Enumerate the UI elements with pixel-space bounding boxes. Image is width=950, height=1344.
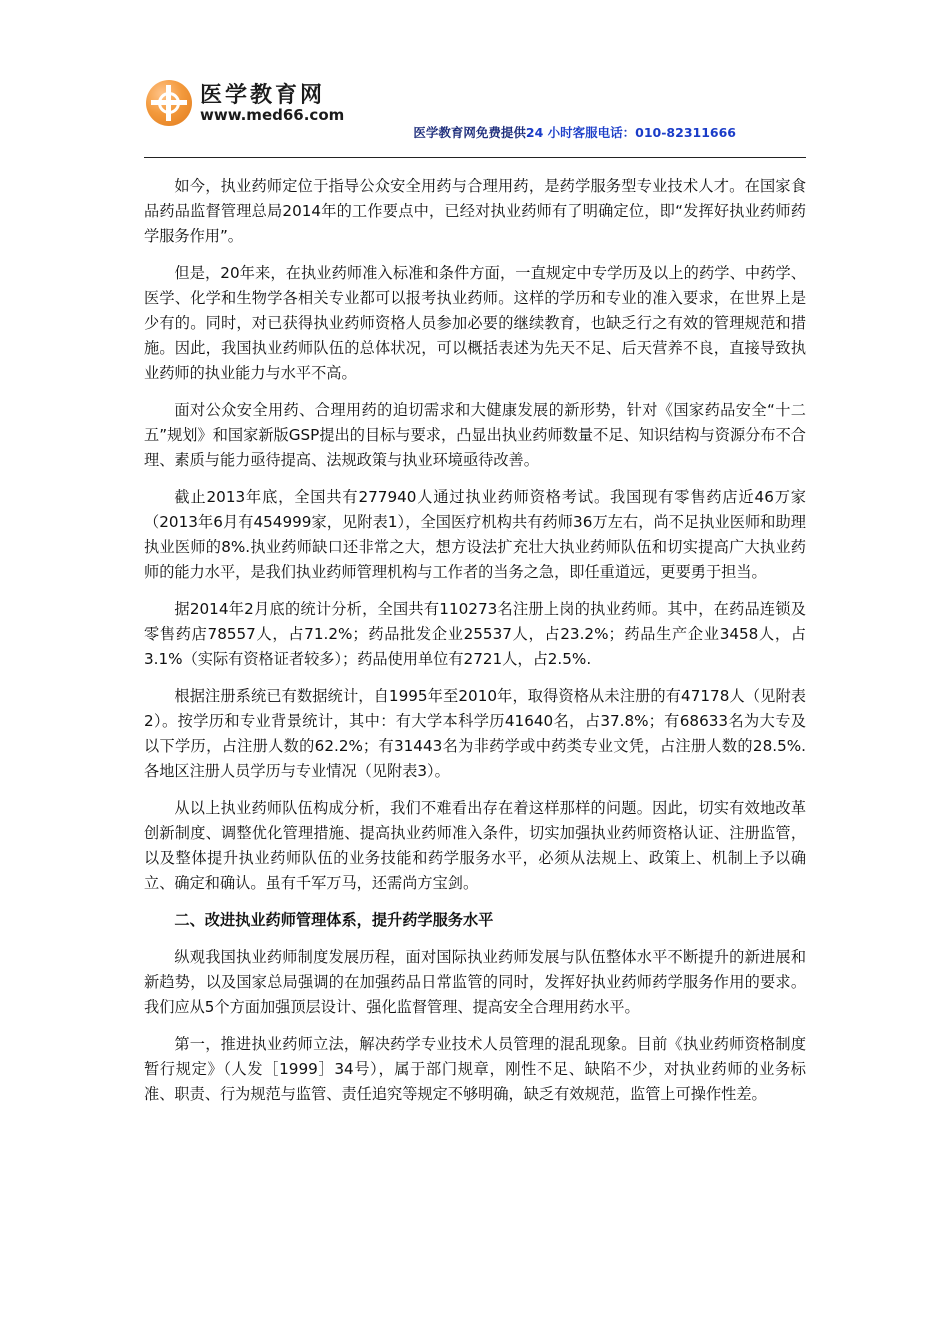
logo-site-name: 医学教育网 <box>200 83 326 108</box>
paragraph: 第一，推进执业药师立法，解决药学专业技术人员管理的混乱现象。目前《执业药师资格制度暂行规定》（人发［1999］34号），属于部门规章，刚性不足、缺陷不少，对执业药师的业务标准、职责、行为规范与监管、责任追究等规定不够明确，缺乏有效规范，监管上可操作性差。 <box>144 1035 806 1103</box>
contact-line <box>413 123 736 141</box>
paragraph: 根据注册系统已有数据统计，自1995年至2010年，取得资格从未注册的有47178人（见附表2）。按学历和专业背景统计，其中：有大学本科学历41640名，占37.8%；有68633名为大专及以下学历，占注册人数的62.2%；有31443名为非药学或中药类专业文凭，占注册人数的28.5%.各地区注册人员学历与专业情况（见附表3）。 <box>144 687 806 780</box>
section-heading: 二、改进执业药师管理体系，提升药学服务水平 <box>174 911 494 929</box>
contact-hotline: 24 小时客服电话：010-82311666 <box>525 125 736 140</box>
logo-site-url: www.med66.com <box>200 106 345 124</box>
paragraph: 纵观我国执业药师制度发展历程，面对国际执业药师发展与队伍整体水平不断提升的新进展和新趋势，以及国家总局强调的在加强药品日常监管的同时，发挥好执业药师药学服务作用的要求。我们应从5个方面加强顶层设计、强化监督管理、提高安全合理用药水平。 <box>144 948 806 1016</box>
page-header <box>0 0 950 160</box>
paragraph: 面对公众安全用药、合理用药的迫切需求和大健康发展的新形势，针对《国家药品安全“十二五”规划》和国家新版GSP提出的目标与要求，凸显出执业药师数量不足、知识结构与资源分布不合理、素质与能力亟待提高、法规政策与执业环境亟待改善。 <box>144 401 806 469</box>
contact-prefix: 医学教育网免费提供 <box>413 125 526 140</box>
article-body <box>144 174 806 1119</box>
paragraph: 截止2013年底，全国共有277940人通过执业药师资格考试。我国现有零售药店近46万家（2013年6月有454999家，见附表1），全国医疗机构共有药师36万左右，尚不足执业医师和助理执业医师的8%.执业药师缺口还非常之大，想方设法扩充壮大执业药师队伍和切实提高广大执业药师的能力水平，是我们执业药师管理机构与工作者的当务之急，即任重道远，更要勇于担当。 <box>144 488 806 581</box>
paragraph: 但是，20年来，在执业药师准入标准和条件方面，一直规定中专学历及以上的药学、中药学、医学、化学和生物学各相关专业都可以报考执业药师。这样的学历和专业的准入要求，在世界上是少有的。同时，对已获得执业药师资格人员参加必要的继续教育，也缺乏行之有效的管理规范和措施。因此，我国执业药师队伍的总体状况，可以概括表述为先天不足、后天营养不良，直接导致执业药师的执业能力与水平不高。 <box>144 264 806 382</box>
paragraph: 从以上执业药师队伍构成分析，我们不难看出存在着这样那样的问题。因此，切实有效地改革创新制度、调整优化管理措施、提高执业药师准入条件，切实加强执业药师资格认证、注册监管，以及整体提升执业药师队伍的业务技能和药学服务水平，必须从法规上、政策上、机制上予以确立、确定和确认。虽有千军万马，还需尚方宝剑。 <box>144 799 806 892</box>
paragraph: 据2014年2月底的统计分析，全国共有110273名注册上岗的执业药师。其中，在药品连锁及零售药店78557人，占71.2%；药品批发企业25537人，占23.2%；药品生产企业3458人，占3.1%（实际有资格证者较多）；药品使用单位有2721人，占2.5%. <box>144 600 806 668</box>
med66-logo-icon <box>146 80 192 126</box>
paragraph: 如今，执业药师定位于指导公众安全用药与合理用药，是药学服务型专业技术人才。在国家食品药品监督管理总局2014年的工作要点中，已经对执业药师有了明确定位，即“发挥好执业药师药学服务作用”。 <box>144 177 806 245</box>
header-divider <box>144 157 806 158</box>
med66-logo[interactable] <box>146 78 366 130</box>
